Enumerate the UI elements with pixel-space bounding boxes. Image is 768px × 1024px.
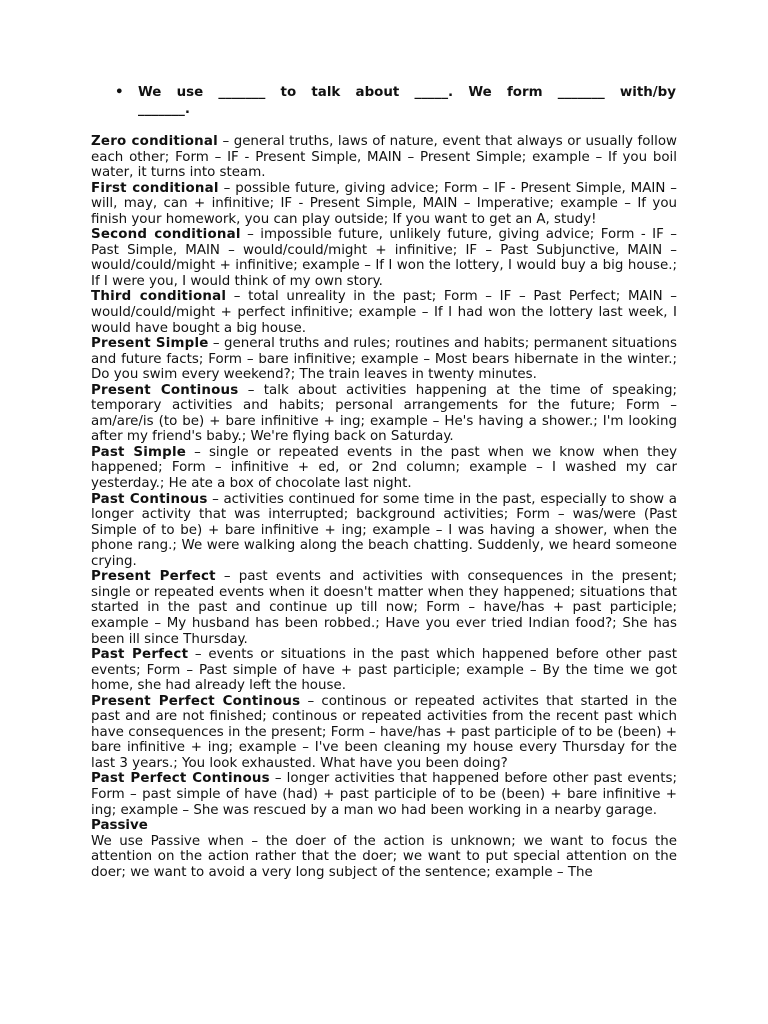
intro-bullet-item (115, 84, 676, 118)
section-present-continous (91, 383, 677, 445)
section-zero-conditional (91, 134, 677, 181)
passive-heading: Passive (91, 818, 148, 834)
section-past-perfect (91, 647, 677, 694)
section-present-simple (91, 336, 677, 383)
section-term: First conditional (91, 180, 219, 196)
section-present-perfect (91, 569, 677, 647)
section-description: – events or situations in the past which happened before other past events; Form – Past simple of have + past participle; example – By the time we got home, she had already left the house. (91, 647, 677, 694)
section-description: – total unreality in the past; Form – IF – Past Perfect; MAIN – would/could/might + perfect infinitive; example – If I had won the lottery last week, I would have bought a big house. (91, 289, 678, 336)
section-past-continous (91, 492, 677, 570)
section-third-conditional (91, 289, 677, 336)
section-description: – general truths, laws of nature, event that always or usually follow each other; Form – IF - Present Simple, MAIN – Present Simple; example – If you boil water, it turns into steam. (91, 134, 678, 181)
section-term: Past Perfect Continous (91, 771, 270, 787)
section-description: – activities continued for some time in the past, especially to show a longer activity that was interrupted; background activities; Form – was/were (Past Simple of to be) + bare infinitive + ing; example – I was having a shower, when the phone rang.; We were walking along the beach chatting. Suddenly, we heard someone crying. (91, 491, 677, 569)
grammar-notes (91, 134, 677, 880)
section-term: Past Simple (91, 444, 187, 460)
section-first-conditional (91, 181, 677, 228)
passive-description: We use Passive when – the doer of the action is unknown; we want to focus the attention on the action rather that the doer; we want to put special attention on the doer; we want to avoid a very long subject of the sentence; example – The (91, 833, 677, 880)
intro-line-2: _______. (138, 102, 190, 117)
section-term: Past Continous (91, 491, 208, 507)
section-past-simple (91, 445, 677, 492)
section-description: – possible future, giving advice; Form – IF - Present Simple, MAIN – will, may, can + infinitive; IF - Present Simple, MAIN – Imperative; example – If you finish your homework, you can play outside; If you want to get an A, study! (91, 180, 677, 227)
section-term: Past Perfect (91, 647, 189, 663)
section-description: – talk about activities happening at the time of speaking; temporary activities and habits; personal arrangements for the future; Form – am/are/is (to be) + bare infinitive + ing; example – He's having a shower.; I'm looking after my friend's baby.; We're flying back on Saturday. (91, 382, 677, 445)
bullet-marker: • (115, 85, 124, 100)
section-second-conditional (91, 227, 677, 289)
section-past-perfect-continous (91, 771, 677, 818)
section-term: Present Perfect (91, 569, 216, 585)
section-term: Present Continous (91, 382, 239, 398)
section-term: Present Simple (91, 336, 209, 352)
intro-line-1: We use _______ to talk about _____. We form _______ with/by (138, 85, 676, 100)
section-term: Zero conditional (91, 134, 218, 149)
section-term: Third conditional (91, 289, 227, 305)
section-description: – continous or repeated activites that started in the past and are not finished; continous or repeated activities from the recent past which have consequences in the present; Form – have/has + past participle of to be (been) + bare infinitive + ing; example – I've been cleaning my house every Thursday for the last 3 years.; You look exhausted. What have you been doing? (91, 693, 677, 771)
section-description: – past events and activities with consequences in the present; single or repeated events when it doesn't matter when they happened; situations that started in the past and continue up till now; Form – have/has + past participle; example – My husband has been robbed.; Have you ever tried Indian food?; She has been ill since Thursday. (91, 569, 677, 647)
section-description: – general truths and rules; routines and habits; permanent situations and future facts; Form – bare infinitive; example – Most bears hibernate in the winter.; Do you swim every weekend?; The train leaves in twenty minutes. (91, 336, 677, 383)
section-description: – longer activities that happened before other past events; Form – past simple of have (had) + past participle of to be (been) + bare infinitive + ing; example – She was rescued by a man wo had been working in a nearby garage. (91, 771, 677, 818)
section-term: Present Perfect Continous (91, 693, 301, 709)
section-description: – single or repeated events in the past when we know when they happened; Form – infinitive + ed, or 2nd column; example – I washed my car yesterday.; He ate a box of chocolate last night. (91, 444, 677, 492)
section-term: Second conditional (91, 227, 241, 243)
section-present-perfect-continous (91, 694, 677, 772)
section-description: – impossible future, unlikely future, giving advice; Form - IF – Past Simple, MAIN – would/could/might + infinitive; IF – Past Subjunctive, MAIN – would/could/might + infinitive; example – If I won the lottery, I would buy a big house.; If I were you, I would think of my own story. (91, 227, 677, 289)
